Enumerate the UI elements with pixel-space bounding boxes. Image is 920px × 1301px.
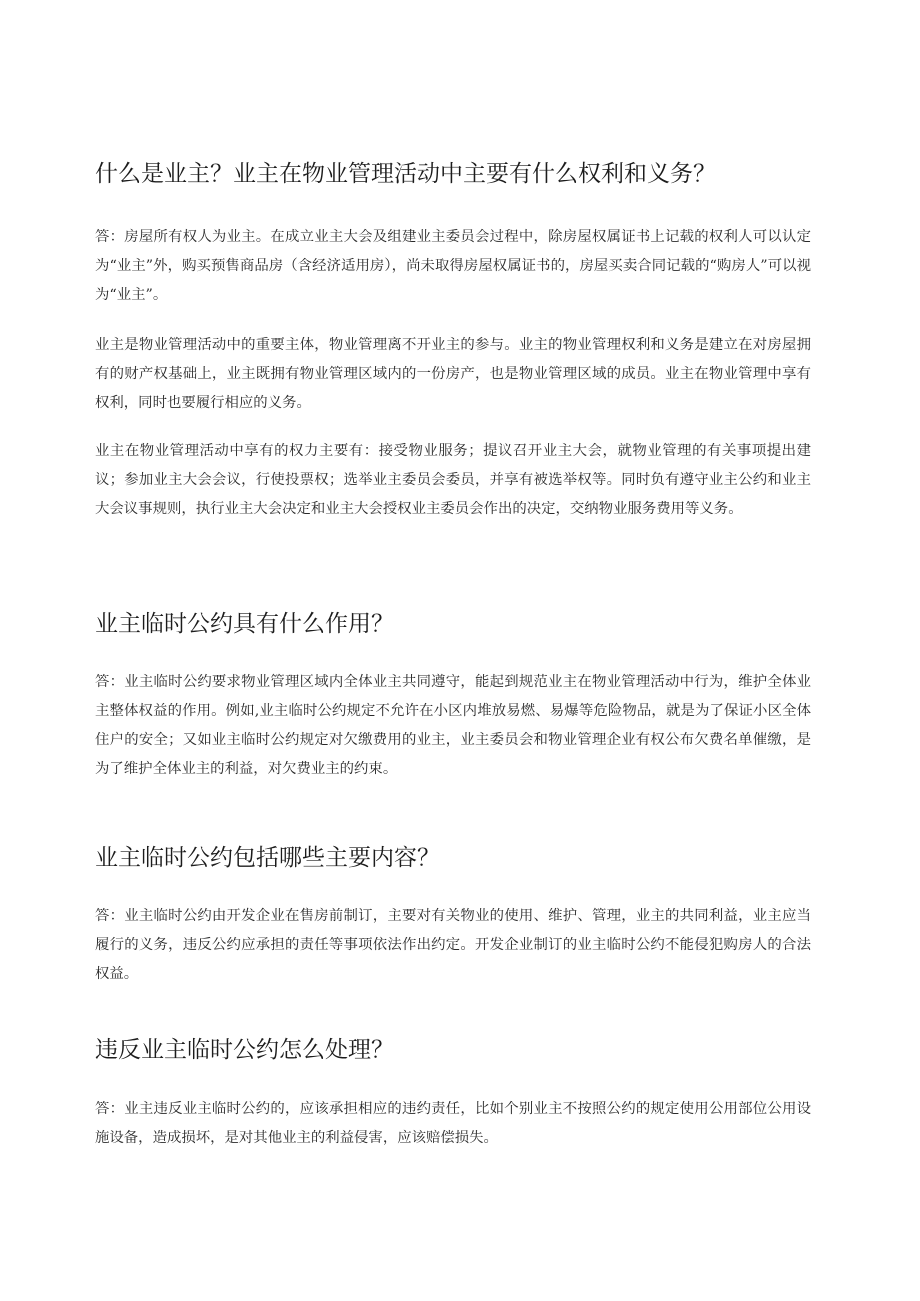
answer-paragraph: 答：业主违反业主临时公约的，应该承担相应的违约责任，比如个别业主不按照公约的规定使用公用部位公用设施设备，造成损坏，是对其他业主的利益侵害，应该赔偿损失。 [95, 1101, 811, 1146]
body-paragraph: 业主是物业管理活动中的重要主体，物业管理离不开业主的参与。业主的物业管理权利和义务是建立在对房屋拥有的财产权基础上，业主既拥有物业管理区域内的一份房产，也是物业管理区域的成员。业主在物业管理中享有权利，同时也要履行相应的义务。 [95, 337, 811, 411]
section-heading-covenant-role: 业主临时公约具有什么作用？ [95, 611, 394, 637]
section-heading-covenant-violation: 违反业主临时公约怎么处理？ [95, 1037, 394, 1063]
answer-paragraph: 答：业主临时公约要求物业管理区域内全体业主共同遵守，能起到规范业主在物业管理活动中行为，维护全体业主整体权益的作用。例如,业主临时公约规定不允许在小区内堆放易燃、易爆等危险物品，就是为了保证小区全体住户的安全；又如业主临时公约规定对欠缴费用的业主，业主委员会和物业管理企业有权公布欠费名单催缴，是为了维护全体业主的利益，对欠费业主的约束。 [95, 674, 811, 777]
answer-paragraph: 答：业主临时公约由开发企业在售房前制订，主要对有关物业的使用、维护、管理，业主的共同利益，业主应当履行的义务，违反公约应承担的责任等事项依法作出约定。开发企业制订的业主临时公约不能侵犯购房人的合法权益。 [95, 908, 811, 982]
section-heading-owner-rights: 什么是业主？业主在物业管理活动中主要有什么权利和义务？ [95, 161, 716, 187]
section-heading-covenant-content: 业主临时公约包括哪些主要内容？ [95, 845, 440, 871]
answer-paragraph: 答：房屋所有权人为业主。在成立业主大会及组建业主委员会过程中，除房屋权属证书上记载的权利人可以认定为“业主”外，购买预售商品房（含经济适用房），尚未取得房屋权属证书的，房屋买卖合同记载的“购房人”可以视为“业主”。 [95, 229, 811, 303]
body-paragraph: 业主在物业管理活动中享有的权力主要有：接受物业服务；提议召开业主大会，就物业管理的有关事项提出建议；参加业主大会会议，行使投票权；选举业主委员会委员，并享有被选举权等。同时负有遵守业主公约和业主大会议事规则，执行业主大会决定和业主大会授权业主委员会作出的决定，交纳物业服务费用等义务。 [95, 443, 811, 517]
